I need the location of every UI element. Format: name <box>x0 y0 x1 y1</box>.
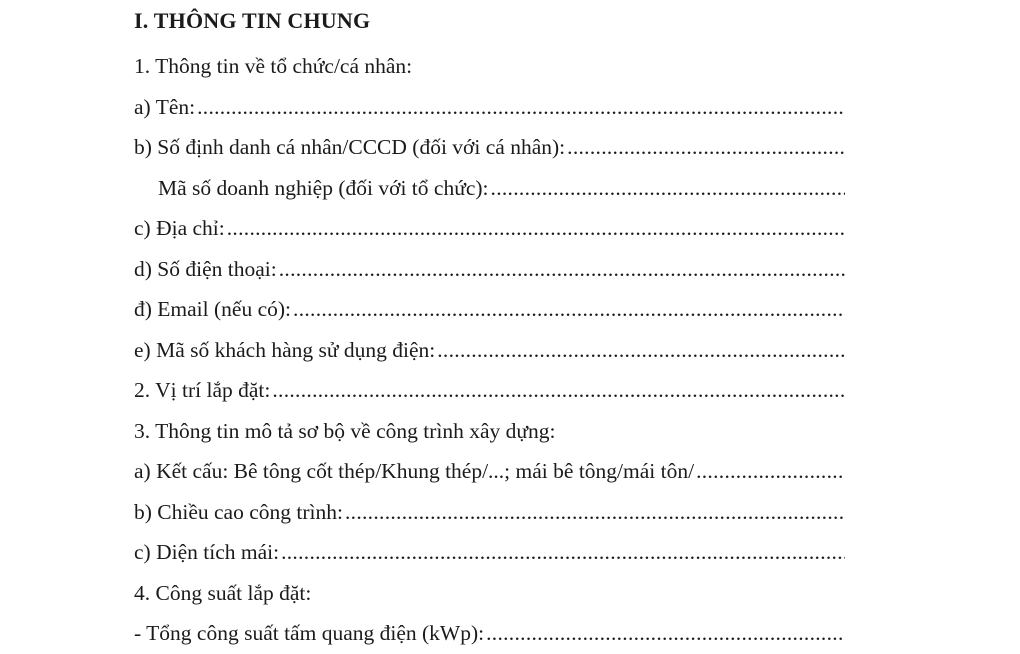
fill-in-dots[interactable] <box>345 492 845 533</box>
fill-in-dots[interactable] <box>696 451 845 492</box>
field-personal-id[interactable] <box>134 127 845 168</box>
fill-in-dots[interactable] <box>437 330 845 371</box>
field-business-code[interactable] <box>134 168 845 209</box>
field-label: 2. Vị trí lắp đặt: <box>134 378 271 402</box>
fill-in-dots[interactable] <box>227 208 845 249</box>
section-title: I. THÔNG TIN CHUNG <box>134 8 371 33</box>
line-org-info-heading <box>134 46 845 87</box>
field-email[interactable] <box>134 289 845 330</box>
field-label: c) Diện tích mái: <box>134 540 280 564</box>
fill-in-dots[interactable] <box>491 168 845 209</box>
fill-in-dots[interactable] <box>197 87 845 128</box>
fill-in-dots[interactable] <box>272 370 845 411</box>
field-install-location[interactable] <box>134 370 845 411</box>
fill-in-dots[interactable] <box>279 249 845 290</box>
field-label: c) Địa chỉ: <box>134 216 225 240</box>
field-label: d) Số điện thoại: <box>134 256 277 281</box>
field-structure[interactable] <box>134 451 845 492</box>
fill-in-dots[interactable] <box>293 289 845 330</box>
field-label: Mã số doanh nghiệp (đối với tổ chức): <box>158 175 489 200</box>
field-label: e) Mã số khách hàng sử dụng điện: <box>134 337 436 362</box>
line-label: 4. Công suất lắp đặt: <box>134 580 312 605</box>
fill-in-dots[interactable] <box>281 532 845 573</box>
line-capacity-heading <box>134 573 845 614</box>
field-label: đ) Email (nếu có): <box>134 297 292 321</box>
field-address[interactable] <box>134 208 845 249</box>
field-label: a) Kết cấu: Bê tông cốt thép/Khung thép/...; mái bê tông/mái tôn/ <box>134 459 695 483</box>
field-roof-area[interactable] <box>134 532 845 573</box>
field-label: a) Tên: <box>134 94 196 119</box>
line-label: 1. Thông tin về tổ chức/cá nhân: <box>134 54 413 78</box>
fill-in-dots[interactable] <box>486 613 845 654</box>
field-phone[interactable] <box>134 249 845 290</box>
field-total-pv-capacity[interactable] <box>134 613 845 654</box>
field-name[interactable] <box>134 87 845 128</box>
field-label: b) Chiều cao công trình: <box>134 499 343 524</box>
field-building-height[interactable] <box>134 492 845 533</box>
line-label: 3. Thông tin mô tả sơ bộ về công trình xây dựng: <box>134 418 556 443</box>
line-construction-heading <box>134 411 845 452</box>
field-label: - Tổng công suất tấm quang điện (kWp): <box>134 621 485 645</box>
field-label: b) Số định danh cá nhân/CCCD (đối với cá nhân): <box>134 135 566 159</box>
field-customer-code[interactable] <box>134 330 845 371</box>
fill-in-dots[interactable] <box>567 127 845 168</box>
